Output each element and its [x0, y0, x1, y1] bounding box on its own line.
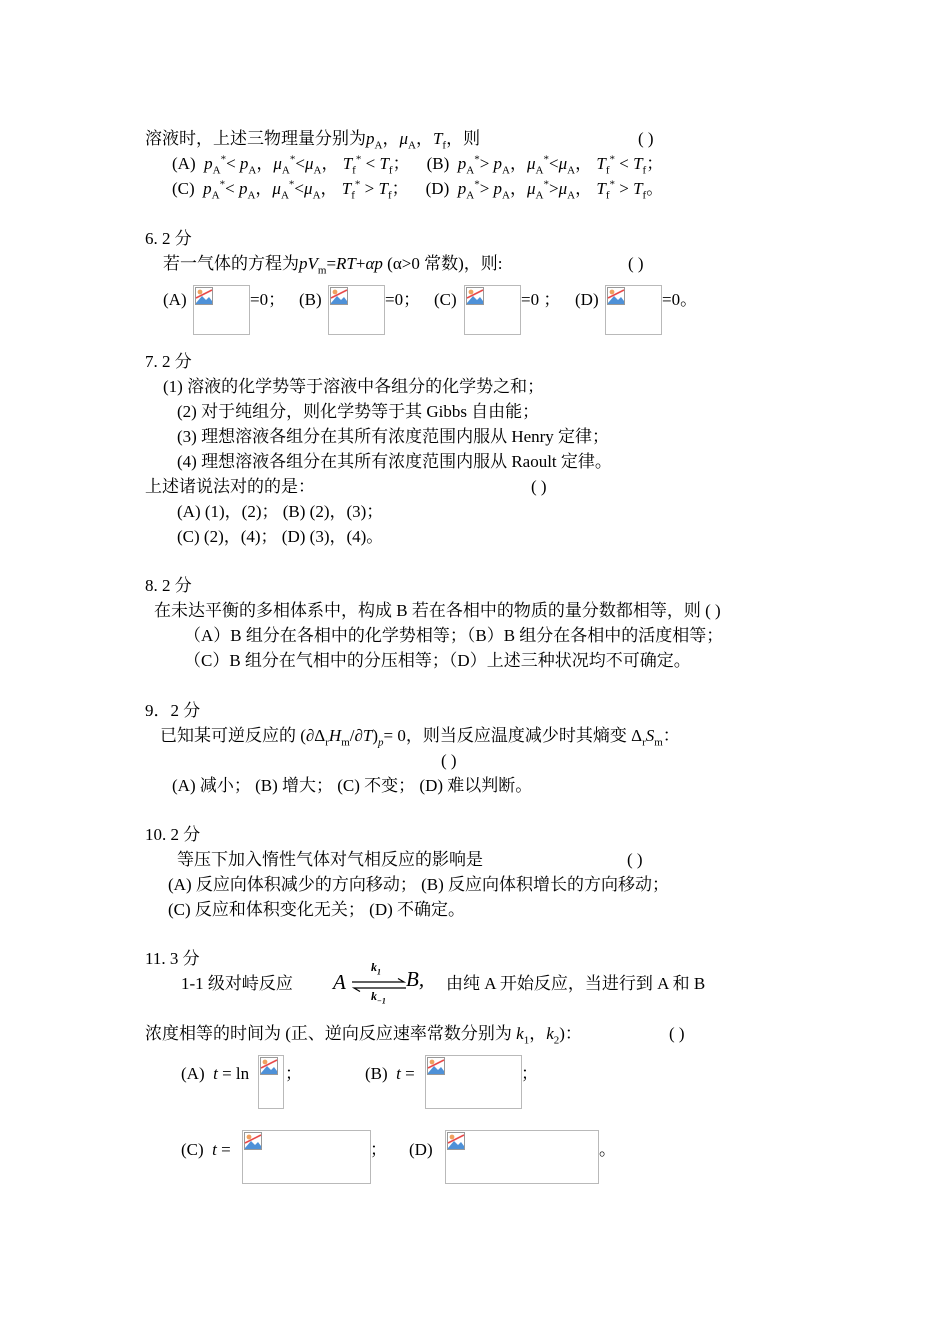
q11-option-d: (D) [409, 1140, 433, 1159]
q6-option-b-eq: =0； [385, 290, 421, 309]
q5-options-ab: (A) $p_A^*< p_A$，$\mu_A^*<\mu_A$， $T_f^* < T_f$； (B) $p_A^*> p_A$，$\mu_A^*<\mu_A$， $T_f^* < T_f$； [172, 153, 664, 177]
q6-option-a-eq: =0； [250, 290, 286, 309]
q6-answer-paren: ( ) [628, 254, 644, 273]
q11-option-c-semicolon: ； [370, 1140, 387, 1159]
broken-image-icon [195, 287, 213, 305]
q6-option-d-formula-image [605, 285, 662, 335]
q5-options-cd: (C) $p_A^*< p_A$，$\mu_A^*<\mu_A$， $T_f^* > T_f$； (D) $p_A^*> p_A$，$\mu_A^*>\mu_A$， $T_f^* > T_f$。 [172, 178, 664, 202]
q6-option-c-formula-image [464, 285, 521, 335]
q11-option-a: (A) t = ln [181, 1064, 250, 1083]
q7-number: 7. 2 分 [145, 352, 192, 371]
q8-options-cd: （C）B 组分在气相中的分压相等；（D）上述三种状况均不可确定。 [184, 651, 691, 670]
q11-option-a-semicolon: ； [285, 1064, 302, 1083]
q7-options-ab: (A) (1)，(2)； (B) (2)，(3)； [177, 502, 384, 521]
forward-rate-constant: $k_1$ [371, 960, 381, 977]
broken-image-icon [330, 287, 348, 305]
q7-statement-3: (3) 理想溶液各组分在其所有浓度范围内服从 Henry 定律； [177, 427, 610, 446]
q11-reaction-equation [333, 960, 433, 1008]
q7-options-cd: (C) (2)，(4)； (D) (3)，(4)。 [177, 527, 384, 546]
reaction-species-a: A [333, 970, 346, 994]
q10-answer-paren: ( ) [627, 850, 643, 869]
q9-number: 9．2 分 [145, 701, 201, 720]
q6-option-b-label: (B) [299, 290, 322, 309]
q8-stem: 在未达平衡的多相体系中，构成 B 若在各相中的物质的量分数都相等，则 ( ) [154, 601, 721, 620]
q11-option-b: (B) t = [365, 1064, 415, 1083]
broken-image-icon [427, 1057, 445, 1075]
q7-statement-4: (4) 理想溶液各组分在其所有浓度范围内服从 Raoult 定律。 [177, 452, 612, 471]
q10-number: 10. 2 分 [145, 825, 201, 844]
q11-stem-c: 浓度相等的时间为 (正、逆向反应速率常数分别为 $k_1$，$k_2$)： [145, 1024, 582, 1047]
q7-statement-1: (1) 溶液的化学势等于溶液中各组分的化学势之和； [163, 377, 545, 396]
reverse-rate-constant: $k_{-1}$ [371, 989, 386, 1006]
q11-stem-a: 1-1 级对峙反应 [181, 974, 293, 993]
q8-number: 8. 2 分 [145, 576, 192, 595]
q10-options-ab: (A) 反应向体积减少的方向移动； (B) 反应向体积增长的方向移动； [168, 875, 670, 894]
q11-option-a-formula-image [258, 1055, 284, 1109]
q5-answer-paren: ( ) [638, 129, 654, 148]
q6-option-b-formula-image [328, 285, 385, 335]
reaction-species-b: B, [406, 967, 425, 991]
q11-option-c: (C) t = [181, 1140, 231, 1159]
q6-option-d-label: (D) [575, 290, 599, 309]
broken-image-icon [244, 1132, 262, 1150]
q6-option-d-eq: =0。 [662, 290, 698, 309]
q10-options-cd: (C) 反应和体积变化无关； (D) 不确定。 [168, 900, 466, 919]
broken-image-icon [260, 1057, 278, 1075]
q11-option-d-formula-image [445, 1130, 599, 1184]
q11-answer-paren: ( ) [669, 1024, 685, 1043]
q6-number: 6. 2 分 [145, 229, 192, 248]
q11-option-b-formula-image [425, 1055, 522, 1109]
broken-image-icon [447, 1132, 465, 1150]
q7-answer-paren: ( ) [531, 477, 547, 496]
broken-image-icon [466, 287, 484, 305]
q11-stem-b: 由纯 A 开始反应，当进行到 A 和 B [446, 974, 706, 993]
q7-statement-2: (2) 对于纯组分，则化学势等于其 Gibbs 自由能； [177, 402, 540, 421]
q11-option-c-formula-image [242, 1130, 371, 1184]
q6-option-a-label: (A) [163, 290, 187, 309]
broken-image-icon [607, 287, 625, 305]
q10-stem: 等压下加入惰性气体对气相反应的影响是 [177, 850, 483, 869]
q6-stem: 若一气体的方程为$pV_m=RT+\alpha p$ (α>0 常数)，则: [163, 254, 503, 277]
q9-stem: 已知某可逆反应的 $(\partial\Delta_rH_m/\partial T)_p= 0$，则当反应温度减少时其熵变 $\Delta_rS_m$： [160, 726, 680, 749]
q6-option-a-formula-image [193, 285, 250, 335]
q6-option-c-eq: =0 ； [521, 290, 561, 309]
q5-stem: 溶液时，上述三物理量分别为$p_A$，$\mu_A$，$T_f$，则 [145, 129, 481, 152]
q7-question: 上述诸说法对的的是： [145, 477, 315, 496]
q11-number: 11. 3 分 [145, 949, 200, 968]
q9-options: (A) 减小； (B) 增大； (C) 不变； (D) 难以判断。 [172, 776, 533, 795]
q8-options-ab: （A）B 组分在各相中的化学势相等；（B）B 组分在各相中的活度相等； [184, 626, 724, 645]
q11-option-b-semicolon: ； [521, 1064, 538, 1083]
q6-option-c-label: (C) [434, 290, 457, 309]
q9-answer-paren: ( ) [441, 751, 457, 770]
q11-option-d-period: 。 [599, 1140, 616, 1159]
